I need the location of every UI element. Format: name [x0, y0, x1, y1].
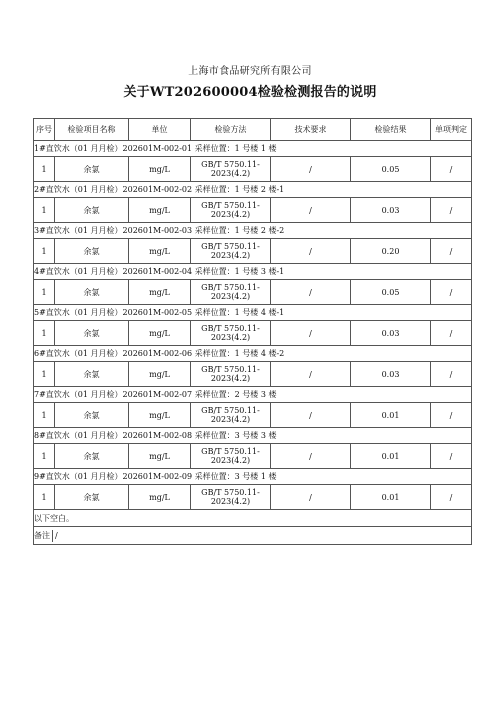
sample-group-label: 9#直饮水（01 月月检）202601M-002-09 采样位置：3 号楼 1 楼 — [34, 469, 472, 485]
test-method-line: GB/T 5750.11- — [201, 406, 260, 415]
report-table — [33, 118, 472, 545]
sample-group-label: 2#直饮水（01 月月检）202601M-002-02 采样位置：1 号楼 2 楼-1 — [34, 182, 472, 198]
column-header: 技术要求 — [271, 119, 351, 141]
remark-label: 备注 — [34, 530, 50, 540]
test-method-line: GB/T 5750.11- — [201, 447, 260, 456]
test-result: 0.03 — [351, 321, 431, 346]
row-number: 1 — [34, 280, 55, 305]
technical-requirement: / — [271, 485, 351, 510]
unit: mg/L — [129, 362, 191, 387]
sample-group-row — [34, 182, 472, 198]
test-method — [191, 198, 271, 223]
footer-row — [34, 510, 472, 527]
table-row — [34, 444, 472, 469]
organization-name: 上海市食品研究所有限公司 — [188, 66, 312, 77]
test-item: 余氯 — [55, 239, 129, 264]
test-method — [191, 444, 271, 469]
item-judgement: / — [431, 198, 472, 223]
test-method-line: 2023(4.2) — [210, 251, 251, 260]
test-method-line: 2023(4.2) — [210, 292, 251, 301]
test-method-line: GB/T 5750.11- — [201, 283, 260, 292]
item-judgement: / — [431, 280, 472, 305]
test-method — [191, 280, 271, 305]
test-method-line: GB/T 5750.11- — [201, 201, 260, 210]
sample-group-label: 1#直饮水（01 月月检）202601M-002-01 采样位置：1 号楼 1 楼 — [34, 141, 472, 157]
item-judgement: / — [431, 403, 472, 428]
test-method-line: 2023(4.2) — [210, 169, 251, 178]
row-number: 1 — [34, 157, 55, 182]
test-result: 0.01 — [351, 403, 431, 428]
remark-cell — [34, 527, 472, 545]
row-number: 1 — [34, 444, 55, 469]
test-method — [191, 321, 271, 346]
test-result: 0.01 — [351, 444, 431, 469]
column-header: 检验项目名称 — [55, 119, 129, 141]
remark-value: / — [55, 530, 58, 540]
test-item: 余氯 — [55, 444, 129, 469]
test-item: 余氯 — [55, 403, 129, 428]
unit: mg/L — [129, 239, 191, 264]
test-method-line: GB/T 5750.11- — [201, 324, 260, 333]
table-body — [34, 141, 472, 510]
test-item: 余氯 — [55, 157, 129, 182]
table-row — [34, 485, 472, 510]
column-header: 检验方法 — [191, 119, 271, 141]
sample-group-row — [34, 141, 472, 157]
row-number: 1 — [34, 198, 55, 223]
technical-requirement: / — [271, 198, 351, 223]
test-method — [191, 485, 271, 510]
unit: mg/L — [129, 403, 191, 428]
sample-group-label: 8#直饮水（01 月月检）202601M-002-08 采样位置：3 号楼 3 楼 — [34, 428, 472, 444]
test-result: 0.03 — [351, 198, 431, 223]
technical-requirement: / — [271, 321, 351, 346]
test-method-line: GB/T 5750.11- — [201, 488, 260, 497]
row-number: 1 — [34, 403, 55, 428]
unit: mg/L — [129, 198, 191, 223]
item-judgement: / — [431, 157, 472, 182]
sample-group-label: 3#直饮水（01 月月检）202601M-002-03 采样位置：1 号楼 2 楼-2 — [34, 223, 472, 239]
row-number: 1 — [34, 362, 55, 387]
sample-group-label: 4#直饮水（01 月月检）202601M-002-04 采样位置：1 号楼 3 楼-1 — [34, 264, 472, 280]
test-method — [191, 239, 271, 264]
sample-group-label: 6#直饮水（01 月月检）202601M-002-06 采样位置：1 号楼 4 楼-2 — [34, 346, 472, 362]
test-result: 0.03 — [351, 362, 431, 387]
item-judgement: / — [431, 485, 472, 510]
row-number: 1 — [34, 239, 55, 264]
technical-requirement: / — [271, 239, 351, 264]
sample-group-row — [34, 264, 472, 280]
unit: mg/L — [129, 485, 191, 510]
footer-note: 以下空白。 — [34, 510, 472, 527]
remark-row — [34, 527, 472, 545]
technical-requirement: / — [271, 157, 351, 182]
test-method-line: 2023(4.2) — [210, 497, 251, 506]
row-number: 1 — [34, 321, 55, 346]
test-method-line: GB/T 5750.11- — [201, 242, 260, 251]
report-title: 关于WT202600004检验检测报告的说明 — [123, 85, 377, 100]
test-item: 余氯 — [55, 362, 129, 387]
test-result: 0.05 — [351, 280, 431, 305]
test-method-line: 2023(4.2) — [210, 333, 251, 342]
test-method-line: 2023(4.2) — [210, 210, 251, 219]
unit: mg/L — [129, 280, 191, 305]
table-row — [34, 321, 472, 346]
test-item: 余氯 — [55, 280, 129, 305]
item-judgement: / — [431, 239, 472, 264]
test-method — [191, 403, 271, 428]
unit: mg/L — [129, 321, 191, 346]
column-header: 单项判定 — [431, 119, 472, 141]
test-item: 余氯 — [55, 198, 129, 223]
column-header: 序号 — [34, 119, 55, 141]
test-item: 余氯 — [55, 485, 129, 510]
test-method-line: 2023(4.2) — [210, 415, 251, 424]
table-row — [34, 362, 472, 387]
test-method-line: GB/T 5750.11- — [201, 365, 260, 374]
column-header: 单位 — [129, 119, 191, 141]
table-row — [34, 157, 472, 182]
table-row — [34, 403, 472, 428]
table-row — [34, 280, 472, 305]
test-method-line: GB/T 5750.11- — [201, 160, 260, 169]
item-judgement: / — [431, 444, 472, 469]
table-header-row — [34, 119, 472, 141]
test-method-line: 2023(4.2) — [210, 456, 251, 465]
technical-requirement: / — [271, 444, 351, 469]
test-result: 0.01 — [351, 485, 431, 510]
sample-group-label: 7#直饮水（01 月月检）202601M-002-07 采样位置：2 号楼 3 楼 — [34, 387, 472, 403]
test-method-line: 2023(4.2) — [210, 374, 251, 383]
sample-group-label: 5#直饮水（01 月月检）202601M-002-05 采样位置：1 号楼 4 楼-1 — [34, 305, 472, 321]
test-result: 0.05 — [351, 157, 431, 182]
sample-group-row — [34, 305, 472, 321]
technical-requirement: / — [271, 280, 351, 305]
test-item: 余氯 — [55, 321, 129, 346]
test-result: 0.20 — [351, 239, 431, 264]
item-judgement: / — [431, 362, 472, 387]
test-method — [191, 157, 271, 182]
sample-group-row — [34, 387, 472, 403]
table-row — [34, 198, 472, 223]
test-method — [191, 362, 271, 387]
row-number: 1 — [34, 485, 55, 510]
item-judgement: / — [431, 321, 472, 346]
sample-group-row — [34, 346, 472, 362]
unit: mg/L — [129, 157, 191, 182]
sample-group-row — [34, 223, 472, 239]
sample-group-row — [34, 469, 472, 485]
technical-requirement: / — [271, 403, 351, 428]
technical-requirement: / — [271, 362, 351, 387]
unit: mg/L — [129, 444, 191, 469]
sample-group-row — [34, 428, 472, 444]
column-header: 检验结果 — [351, 119, 431, 141]
table-row — [34, 239, 472, 264]
